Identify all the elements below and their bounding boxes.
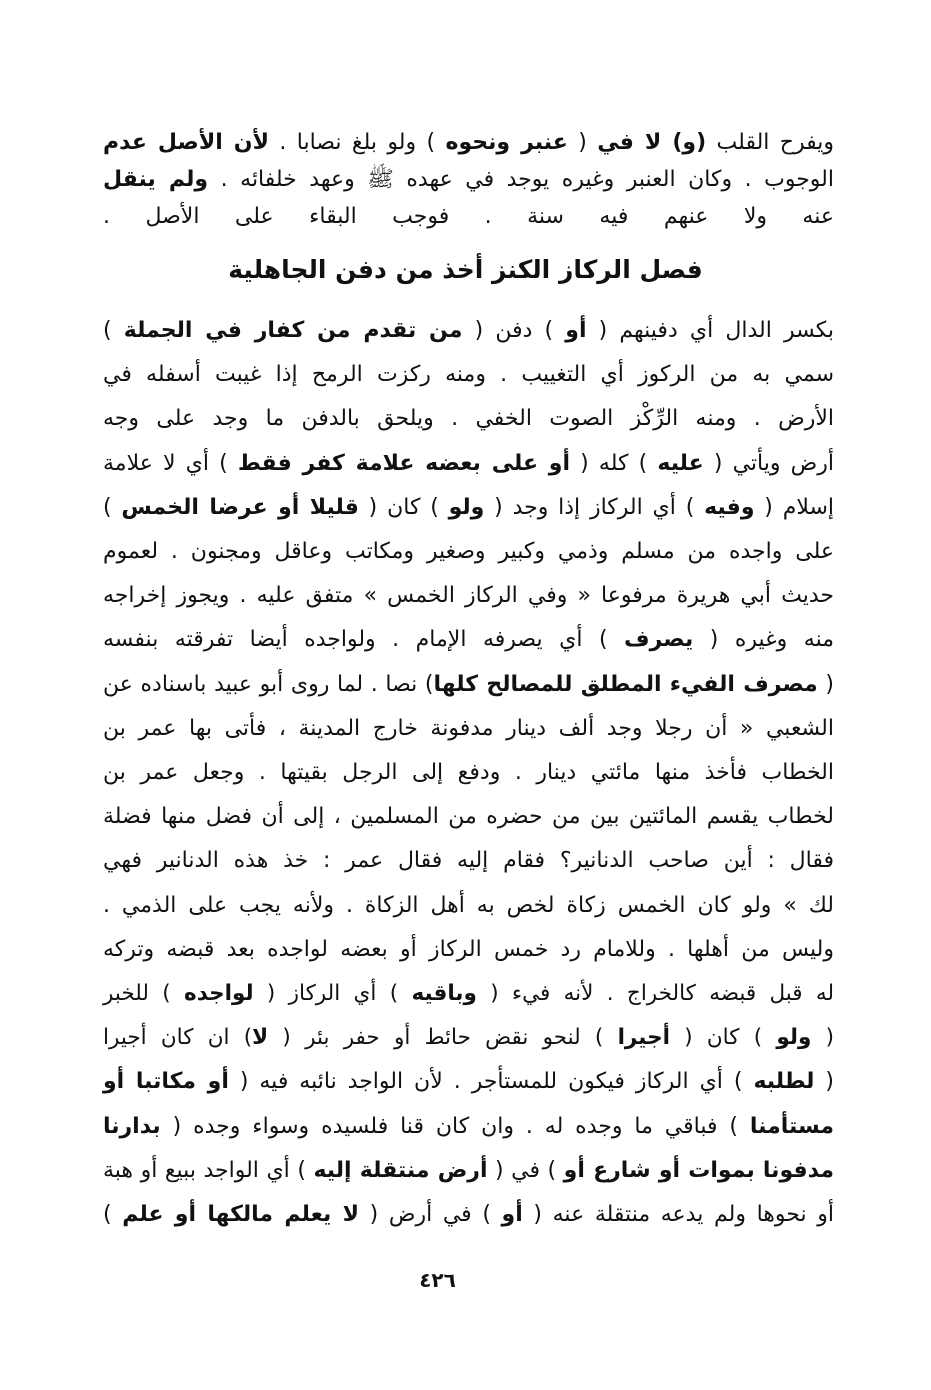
text-segment: على واجده من مسلم وذمي وكبير وصغير ومكاتب وعاقل ومجنون . لعموم xyxy=(103,539,834,564)
bold-text-segment: أو xyxy=(565,318,587,343)
body-line xyxy=(103,714,834,744)
body-line xyxy=(103,846,834,876)
text-segment: لخطاب يقسم المائتين بين من حضره من المسلمين ، إلى أن فضل منها فضلة xyxy=(103,804,834,830)
body-line xyxy=(103,1200,834,1230)
body-line xyxy=(103,802,834,832)
bold-text-segment: لا يعلم مالكها أو علم xyxy=(122,1202,359,1227)
bold-text-segment: لطلبه xyxy=(753,1069,815,1095)
body-line xyxy=(103,449,834,479)
body-line xyxy=(103,1156,834,1186)
bold-text-segment: أو xyxy=(501,1202,523,1227)
bold-text-segment: عليه xyxy=(657,450,704,476)
text-segment: ( xyxy=(814,1069,834,1095)
bold-text-segment: أو على بعضه علامة كفر فقط xyxy=(237,450,571,476)
text-segment: ) في ( xyxy=(487,1157,564,1183)
text-segment: وليس من أهلها . وللامام رد خمس الركاز أو بعضه لواجده بعد قبضه وتركه xyxy=(103,936,834,962)
body-line xyxy=(103,625,834,655)
bold-text-segment: وفيه xyxy=(704,494,755,520)
text-segment: ) فباقي ما وجده له . وان كان قنا فلسيده وسواء وجده ( xyxy=(160,1113,750,1139)
bold-text-segment: أجيرا xyxy=(617,1025,670,1051)
bold-text-segment: بدارنا xyxy=(103,1113,161,1139)
bold-text-segment: ولو xyxy=(448,494,485,520)
text-segment: ) أي الركاز ( xyxy=(253,981,412,1006)
text-segment: ويفرح القلب xyxy=(706,130,834,155)
text-segment: الأرض . ومنه الرِّكْز الصوت الخفي . ويلحق بالدفن ما وجد على وجه xyxy=(103,406,834,432)
body-line xyxy=(103,537,834,567)
body-line xyxy=(103,493,834,523)
bold-text-segment: مصرف الفيء المطلق للمصالح كلها xyxy=(433,671,818,697)
body-line xyxy=(103,1112,834,1142)
text-segment: ) نصا . لما روى أبو عبيد باسناده عن xyxy=(103,671,434,697)
body-line xyxy=(103,891,834,921)
text-segment: ) في أرض ( xyxy=(358,1202,502,1227)
text-segment: ( xyxy=(817,671,834,697)
bold-text-segment: عنبر ونحوه xyxy=(445,130,568,155)
bold-text-segment: ولو xyxy=(776,1025,812,1051)
text-segment: ) للخبر xyxy=(103,981,184,1006)
bold-text-segment: أرض منتقلة إليه xyxy=(313,1157,488,1183)
body-line xyxy=(103,758,834,788)
body-line xyxy=(103,316,834,346)
text-segment: ) كان ( xyxy=(669,1025,777,1051)
bold-text-segment: مدفونا بموات أو شارع أو xyxy=(563,1157,834,1183)
body-line xyxy=(103,979,834,1009)
text-segment: فقال : أين صاحب الدنانير؟ فقام إليه فقال عمر : خذ هذه الدنانير فهي xyxy=(103,848,834,874)
text-segment: سمي به من الركوز أي التغييب . ومنه ركزت الرمح إذا غيبت أسفله في xyxy=(103,362,834,388)
body-line xyxy=(103,404,834,434)
bold-text-segment: ولم ينقل xyxy=(103,167,209,192)
text-segment: ( xyxy=(567,130,598,155)
bold-text-segment: أو مكاتبا أو xyxy=(103,1069,229,1095)
text-segment: ) أي لا علامة xyxy=(103,450,238,476)
text-segment: الوجوب . وكان العنبر وغيره يوجد في عهده ﷺ وعهد خلفائه . xyxy=(208,167,834,192)
text-segment: لك » ولو كان الخمس زكاة لخص به أهل الزكاة . ولأنه يجب على الذمي . xyxy=(103,892,834,918)
text-segment: الشعبي « أن رجلا وجد ألف دينار مدفونة خارج المدينة ، فأتى بها عمر بن xyxy=(103,715,834,741)
text-segment: منه وغيره ( xyxy=(693,627,834,653)
bold-text-segment: قليلا أو عرضا الخمس xyxy=(121,494,359,520)
text-segment: ) دفن ( xyxy=(462,318,566,343)
text-segment: ) لنحو نقض حائط أو حفر بئر ( xyxy=(268,1025,618,1051)
body-line xyxy=(103,670,834,700)
text-segment: ) أي الواجد ببيع أو هبة xyxy=(103,1157,314,1183)
bold-text-segment: يصرف xyxy=(624,627,694,653)
bold-text-segment: لا xyxy=(252,1025,269,1051)
bold-text-segment: (و) لا في xyxy=(597,130,707,155)
text-segment: ) أي يصرفه الإمام . ولواجده أيضا تفرقته بنفسه xyxy=(103,627,625,653)
text-segment: بكسر الدال أي دفينهم ( xyxy=(586,318,834,343)
bold-text-segment: مستأمنا xyxy=(749,1113,834,1139)
body-line xyxy=(103,360,834,390)
text-segment: ) xyxy=(103,318,124,343)
paragraph-line xyxy=(103,165,834,195)
text-segment: ) ولو بلغ نصابا . xyxy=(268,130,446,155)
bold-text-segment: لأن الأصل عدم xyxy=(103,130,269,155)
bold-text-segment: لواجده xyxy=(184,981,254,1006)
text-segment: أرض ويأتي ( xyxy=(703,450,834,476)
text-segment: عنه ولا عنهم فيه سنة . فوجب البقاء على الأصل . xyxy=(103,204,834,229)
paragraph-line xyxy=(103,128,834,158)
paragraph-line xyxy=(103,202,834,232)
body-line xyxy=(103,935,834,965)
body-line xyxy=(103,1067,834,1097)
text-segment: له قبل قبضه كالخراج . لأنه فيء ( xyxy=(476,981,834,1006)
body-line xyxy=(103,1023,834,1053)
text-segment: ) ان كان أجيرا xyxy=(103,1025,253,1051)
text-segment: الخطاب فأخذ منها مائتي دينار . ودفع إلى الرجل بقيتها . وجعل عمر بن xyxy=(103,760,834,785)
bold-text-segment: وباقيه xyxy=(411,981,477,1006)
text-segment: ) xyxy=(103,1202,123,1227)
text-segment: ) كله ( xyxy=(570,450,658,476)
text-segment: حديث أبي هريرة مرفوعا « وفي الركاز الخمس » متفق عليه . ويجوز إخراجه xyxy=(103,583,834,609)
text-segment: إسلام ( xyxy=(754,494,834,520)
text-segment: ) كان ( xyxy=(358,494,449,520)
text-segment: ) xyxy=(103,494,122,520)
section-heading: فصل الركاز الكنز أخذ من دفن الجاهلية xyxy=(228,255,703,284)
text-segment: أو نحوها ولم يدعه منتقلة عنه ( xyxy=(522,1202,834,1227)
text-segment: ( xyxy=(811,1025,834,1051)
body-line xyxy=(103,581,834,611)
text-segment: ) أي الركاز إذا وجد ( xyxy=(484,494,705,520)
bold-text-segment: من تقدم من كفار في الجملة xyxy=(123,318,463,343)
text-segment: ) أي الركاز فيكون للمستأجر . لأن الواجد نائبه فيه ( xyxy=(228,1069,754,1095)
page-number: ٤٢٦ xyxy=(419,1268,456,1292)
